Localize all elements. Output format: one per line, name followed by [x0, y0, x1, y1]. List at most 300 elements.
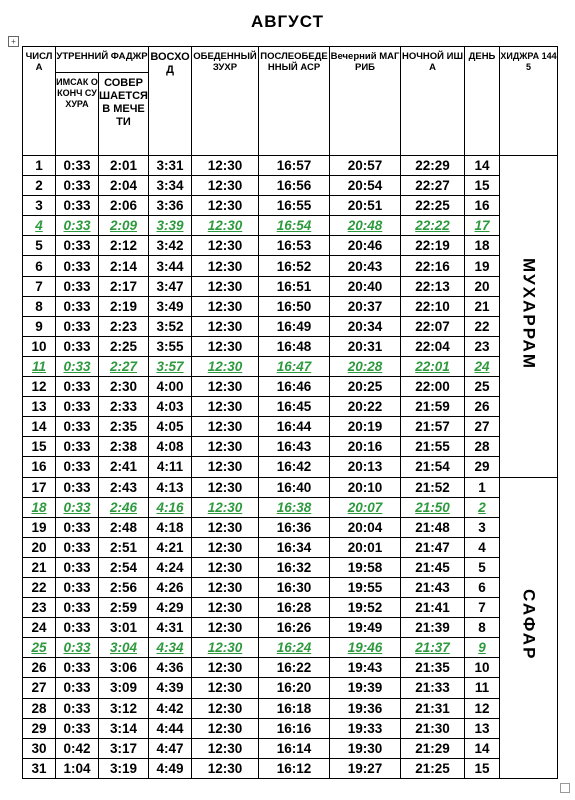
imsak-cell: 0:33	[56, 156, 99, 176]
table-row	[23, 276, 558, 296]
sunrise-cell: 3:52	[149, 316, 192, 336]
day-cell: 5	[23, 236, 56, 256]
table-row	[23, 336, 558, 356]
imsak-cell: 0:33	[56, 236, 99, 256]
imsak-cell: 0:33	[56, 336, 99, 356]
isha-cell: 22:04	[401, 336, 465, 356]
sunrise-cell: 4:08	[149, 437, 192, 457]
imsak-cell: 0:33	[56, 618, 99, 638]
day-cell: 29	[23, 718, 56, 738]
mosque-cell: 3:01	[99, 618, 149, 638]
sunrise-cell: 3:36	[149, 196, 192, 216]
mosque-cell: 2:56	[99, 577, 149, 597]
hijri-cell: 23	[465, 336, 500, 356]
zuhr-cell: 12:30	[192, 618, 259, 638]
zuhr-cell: 12:30	[192, 497, 259, 517]
isha-cell: 22:13	[401, 276, 465, 296]
header-mosque: СОВЕРШАЕТСЯ В МЕЧЕТИ	[99, 73, 149, 156]
hijri-cell: 1	[465, 477, 500, 497]
isha-cell: 21:47	[401, 537, 465, 557]
maghrib-cell: 20:57	[330, 156, 401, 176]
hijri-cell: 26	[465, 397, 500, 417]
day-cell: 8	[23, 296, 56, 316]
mosque-cell: 3:12	[99, 698, 149, 718]
table-move-handle-icon[interactable]: +	[8, 36, 19, 47]
table-row	[23, 497, 558, 517]
isha-cell: 22:01	[401, 356, 465, 376]
isha-cell: 21:41	[401, 598, 465, 618]
asr-cell: 16:55	[259, 196, 330, 216]
maghrib-cell: 19:39	[330, 678, 401, 698]
day-cell: 2	[23, 176, 56, 196]
asr-cell: 16:34	[259, 537, 330, 557]
table-row	[23, 377, 558, 397]
sunrise-cell: 3:34	[149, 176, 192, 196]
isha-cell: 21:39	[401, 618, 465, 638]
hijri-cell: 25	[465, 377, 500, 397]
sunrise-cell: 4:44	[149, 718, 192, 738]
mosque-cell: 2:51	[99, 537, 149, 557]
hijri-cell: 11	[465, 678, 500, 698]
imsak-cell: 0:33	[56, 718, 99, 738]
maghrib-cell: 20:51	[330, 196, 401, 216]
maghrib-cell: 19:27	[330, 758, 401, 778]
imsak-cell: 0:33	[56, 678, 99, 698]
mosque-cell: 2:17	[99, 276, 149, 296]
table-row	[23, 256, 558, 276]
maghrib-cell: 20:16	[330, 437, 401, 457]
imsak-cell: 0:33	[56, 658, 99, 678]
hijri-cell: 15	[465, 758, 500, 778]
zuhr-cell: 12:30	[192, 598, 259, 618]
mosque-cell: 2:30	[99, 377, 149, 397]
asr-cell: 16:43	[259, 437, 330, 457]
sunrise-cell: 3:47	[149, 276, 192, 296]
sunrise-cell: 4:13	[149, 477, 192, 497]
day-cell: 19	[23, 517, 56, 537]
isha-cell: 21:35	[401, 658, 465, 678]
mosque-cell: 2:59	[99, 598, 149, 618]
isha-cell: 21:52	[401, 477, 465, 497]
hijri-cell: 9	[465, 638, 500, 658]
isha-cell: 22:00	[401, 377, 465, 397]
asr-cell: 16:28	[259, 598, 330, 618]
maghrib-cell: 19:55	[330, 577, 401, 597]
mosque-cell: 2:25	[99, 336, 149, 356]
maghrib-cell: 20:40	[330, 276, 401, 296]
imsak-cell: 0:33	[56, 296, 99, 316]
mosque-cell: 2:01	[99, 156, 149, 176]
asr-cell: 16:36	[259, 517, 330, 537]
day-cell: 15	[23, 437, 56, 457]
day-cell: 13	[23, 397, 56, 417]
day-cell: 30	[23, 738, 56, 758]
zuhr-cell: 12:30	[192, 377, 259, 397]
zuhr-cell: 12:30	[192, 738, 259, 758]
hijri-cell: 24	[465, 356, 500, 376]
hijri-month-label: МУХАРРАМ	[519, 257, 539, 370]
mosque-cell: 3:09	[99, 678, 149, 698]
asr-cell: 16:40	[259, 477, 330, 497]
zuhr-cell: 12:30	[192, 517, 259, 537]
zuhr-cell: 12:30	[192, 437, 259, 457]
mosque-cell: 2:54	[99, 557, 149, 577]
sunrise-cell: 4:05	[149, 417, 192, 437]
header-hijri: ХИДЖРА 1445	[500, 47, 558, 156]
page-title: АВГУСТ	[250, 12, 324, 31]
table-row	[23, 557, 558, 577]
maghrib-cell: 20:19	[330, 417, 401, 437]
asr-cell: 16:54	[259, 216, 330, 236]
maghrib-cell: 20:48	[330, 216, 401, 236]
zuhr-cell: 12:30	[192, 176, 259, 196]
sunrise-cell: 3:55	[149, 336, 192, 356]
sunrise-cell: 4:18	[149, 517, 192, 537]
zuhr-cell: 12:30	[192, 196, 259, 216]
day-cell: 21	[23, 557, 56, 577]
maghrib-cell: 19:49	[330, 618, 401, 638]
imsak-cell: 0:33	[56, 537, 99, 557]
asr-cell: 16:16	[259, 718, 330, 738]
day-cell: 12	[23, 377, 56, 397]
header-sunrise: ВОСХОД	[149, 47, 192, 156]
sunrise-cell: 3:42	[149, 236, 192, 256]
day-cell: 22	[23, 577, 56, 597]
zuhr-cell: 12:30	[192, 718, 259, 738]
isha-cell: 21:45	[401, 557, 465, 577]
isha-cell: 22:19	[401, 236, 465, 256]
asr-cell: 16:57	[259, 156, 330, 176]
zuhr-cell: 12:30	[192, 356, 259, 376]
isha-cell: 22:16	[401, 256, 465, 276]
mosque-cell: 2:33	[99, 397, 149, 417]
sunrise-cell: 4:00	[149, 377, 192, 397]
zuhr-cell: 12:30	[192, 557, 259, 577]
sunrise-cell: 4:34	[149, 638, 192, 658]
table-row	[23, 598, 558, 618]
imsak-cell: 0:42	[56, 738, 99, 758]
header-zuhr: ОБЕДЕННЫЙ ЗУХР	[192, 47, 259, 156]
hijri-cell: 5	[465, 557, 500, 577]
day-cell: 27	[23, 678, 56, 698]
mosque-cell: 3:04	[99, 638, 149, 658]
hijri-cell: 27	[465, 417, 500, 437]
day-cell: 11	[23, 356, 56, 376]
zuhr-cell: 12:30	[192, 336, 259, 356]
zuhr-cell: 12:30	[192, 678, 259, 698]
isha-cell: 22:07	[401, 316, 465, 336]
table-row	[23, 758, 558, 778]
day-cell: 25	[23, 638, 56, 658]
maghrib-cell: 20:07	[330, 497, 401, 517]
imsak-cell: 0:33	[56, 698, 99, 718]
imsak-cell: 0:33	[56, 598, 99, 618]
maghrib-cell: 20:22	[330, 397, 401, 417]
sunrise-cell: 3:49	[149, 296, 192, 316]
table-row	[23, 698, 558, 718]
isha-cell: 22:29	[401, 156, 465, 176]
maghrib-cell: 20:34	[330, 316, 401, 336]
mosque-cell: 2:48	[99, 517, 149, 537]
mosque-cell: 3:14	[99, 718, 149, 738]
zuhr-cell: 12:30	[192, 658, 259, 678]
maghrib-cell: 20:54	[330, 176, 401, 196]
imsak-cell: 0:33	[56, 256, 99, 276]
hijri-cell: 3	[465, 517, 500, 537]
sunrise-cell: 4:47	[149, 738, 192, 758]
maghrib-cell: 19:36	[330, 698, 401, 718]
imsak-cell: 0:33	[56, 437, 99, 457]
table-row	[23, 537, 558, 557]
table-row	[23, 437, 558, 457]
day-cell: 24	[23, 618, 56, 638]
table-row	[23, 417, 558, 437]
maghrib-cell: 20:43	[330, 256, 401, 276]
hijri-cell: 21	[465, 296, 500, 316]
hijri-cell: 18	[465, 236, 500, 256]
sunrise-cell: 4:21	[149, 537, 192, 557]
mosque-cell: 3:19	[99, 758, 149, 778]
zuhr-cell: 12:30	[192, 537, 259, 557]
day-cell: 6	[23, 256, 56, 276]
table-row	[23, 397, 558, 417]
sunrise-cell: 3:44	[149, 256, 192, 276]
day-cell: 14	[23, 417, 56, 437]
header-maghrib: Вечерний МАГРИБ	[330, 47, 401, 156]
mosque-cell: 2:14	[99, 256, 149, 276]
isha-cell: 21:37	[401, 638, 465, 658]
mosque-cell: 2:04	[99, 176, 149, 196]
maghrib-cell: 19:58	[330, 557, 401, 577]
table-row	[23, 216, 558, 236]
hijri-cell: 14	[465, 156, 500, 176]
header-imsak: ИМСАК ОКОНЧ СУХУРА	[56, 73, 99, 156]
table-row	[23, 678, 558, 698]
isha-cell: 21:54	[401, 457, 465, 477]
maghrib-cell: 19:52	[330, 598, 401, 618]
isha-cell: 21:48	[401, 517, 465, 537]
zuhr-cell: 12:30	[192, 316, 259, 336]
header-asr: ПОСЛЕОБЕДЕННЫЙ АСР	[259, 47, 330, 156]
asr-cell: 16:42	[259, 457, 330, 477]
table-row	[23, 457, 558, 477]
header-weekday: ДЕНЬ	[465, 47, 500, 156]
zuhr-cell: 12:30	[192, 397, 259, 417]
day-cell: 31	[23, 758, 56, 778]
imsak-cell: 0:33	[56, 176, 99, 196]
asr-cell: 16:52	[259, 256, 330, 276]
sunrise-cell: 4:03	[149, 397, 192, 417]
hijri-cell: 20	[465, 276, 500, 296]
imsak-cell: 0:33	[56, 517, 99, 537]
mosque-cell: 2:43	[99, 477, 149, 497]
mosque-cell: 2:46	[99, 497, 149, 517]
maghrib-cell: 20:28	[330, 356, 401, 376]
imsak-cell: 0:33	[56, 577, 99, 597]
maghrib-cell: 19:43	[330, 658, 401, 678]
hijri-cell: 7	[465, 598, 500, 618]
table-row	[23, 176, 558, 196]
sunrise-cell: 4:42	[149, 698, 192, 718]
asr-cell: 16:22	[259, 658, 330, 678]
imsak-cell: 0:33	[56, 497, 99, 517]
imsak-cell: 1:04	[56, 758, 99, 778]
hijri-cell: 14	[465, 738, 500, 758]
day-cell: 10	[23, 336, 56, 356]
isha-cell: 21:29	[401, 738, 465, 758]
maghrib-cell: 20:25	[330, 377, 401, 397]
mosque-cell: 2:09	[99, 216, 149, 236]
hijri-cell: 4	[465, 537, 500, 557]
isha-cell: 21:25	[401, 758, 465, 778]
imsak-cell: 0:33	[56, 638, 99, 658]
day-cell: 4	[23, 216, 56, 236]
prayer-times-table	[22, 46, 558, 779]
asr-cell: 16:24	[259, 638, 330, 658]
isha-cell: 22:25	[401, 196, 465, 216]
table-row	[23, 658, 558, 678]
isha-cell: 22:10	[401, 296, 465, 316]
sunrise-cell: 4:24	[149, 557, 192, 577]
maghrib-cell: 19:46	[330, 638, 401, 658]
maghrib-cell: 20:37	[330, 296, 401, 316]
table-row	[23, 618, 558, 638]
sunrise-cell: 3:39	[149, 216, 192, 236]
hijri-cell: 29	[465, 457, 500, 477]
hijri-month-cell	[500, 156, 558, 478]
header-day: ЧИСЛА	[23, 47, 56, 156]
mosque-cell: 2:41	[99, 457, 149, 477]
asr-cell: 16:53	[259, 236, 330, 256]
table-row	[23, 638, 558, 658]
maghrib-cell: 20:10	[330, 477, 401, 497]
zuhr-cell: 12:30	[192, 638, 259, 658]
asr-cell: 16:46	[259, 377, 330, 397]
day-cell: 16	[23, 457, 56, 477]
table-row	[23, 517, 558, 537]
day-cell: 18	[23, 497, 56, 517]
imsak-cell: 0:33	[56, 216, 99, 236]
zuhr-cell: 12:30	[192, 477, 259, 497]
zuhr-cell: 12:30	[192, 698, 259, 718]
imsak-cell: 0:33	[56, 397, 99, 417]
sunrise-cell: 3:31	[149, 156, 192, 176]
table-row	[23, 156, 558, 176]
imsak-cell: 0:33	[56, 276, 99, 296]
asr-cell: 16:45	[259, 397, 330, 417]
table-row	[23, 316, 558, 336]
asr-cell: 16:14	[259, 738, 330, 758]
zuhr-cell: 12:30	[192, 758, 259, 778]
maghrib-cell: 20:04	[330, 517, 401, 537]
mosque-cell: 2:35	[99, 417, 149, 437]
hijri-cell: 17	[465, 216, 500, 236]
mosque-cell: 2:27	[99, 356, 149, 376]
day-cell: 1	[23, 156, 56, 176]
day-cell: 3	[23, 196, 56, 216]
asr-cell: 16:49	[259, 316, 330, 336]
zuhr-cell: 12:30	[192, 216, 259, 236]
hijri-cell: 10	[465, 658, 500, 678]
hijri-month-cell	[500, 477, 558, 778]
isha-cell: 21:30	[401, 718, 465, 738]
table-row	[23, 718, 558, 738]
imsak-cell: 0:33	[56, 377, 99, 397]
table-row	[23, 577, 558, 597]
sunrise-cell: 3:57	[149, 356, 192, 376]
header-isha: НОЧНОЙ ИША	[401, 47, 465, 156]
imsak-cell: 0:33	[56, 477, 99, 497]
imsak-cell: 0:33	[56, 196, 99, 216]
sunrise-cell: 4:36	[149, 658, 192, 678]
table-row	[23, 296, 558, 316]
day-cell: 9	[23, 316, 56, 336]
sunrise-cell: 4:49	[149, 758, 192, 778]
imsak-cell: 0:33	[56, 557, 99, 577]
hijri-cell: 8	[465, 618, 500, 638]
table-row	[23, 738, 558, 758]
sunrise-cell: 4:39	[149, 678, 192, 698]
isha-cell: 21:31	[401, 698, 465, 718]
hijri-cell: 12	[465, 698, 500, 718]
mosque-cell: 2:23	[99, 316, 149, 336]
zuhr-cell: 12:30	[192, 236, 259, 256]
zuhr-cell: 12:30	[192, 417, 259, 437]
isha-cell: 21:55	[401, 437, 465, 457]
zuhr-cell: 12:30	[192, 457, 259, 477]
isha-cell: 22:27	[401, 176, 465, 196]
sunrise-cell: 4:31	[149, 618, 192, 638]
isha-cell: 21:33	[401, 678, 465, 698]
day-cell: 23	[23, 598, 56, 618]
maghrib-cell: 20:31	[330, 336, 401, 356]
mosque-cell: 3:06	[99, 658, 149, 678]
sunrise-cell: 4:16	[149, 497, 192, 517]
mosque-cell: 2:06	[99, 196, 149, 216]
sunrise-cell: 4:11	[149, 457, 192, 477]
hijri-cell: 16	[465, 196, 500, 216]
maghrib-cell: 20:13	[330, 457, 401, 477]
mosque-cell: 2:12	[99, 236, 149, 256]
maghrib-cell: 20:46	[330, 236, 401, 256]
asr-cell: 16:51	[259, 276, 330, 296]
day-cell: 28	[23, 698, 56, 718]
asr-cell: 16:20	[259, 678, 330, 698]
mosque-cell: 2:38	[99, 437, 149, 457]
resize-handle[interactable]	[560, 783, 570, 793]
maghrib-cell: 20:01	[330, 537, 401, 557]
table-row	[23, 477, 558, 497]
hijri-cell: 2	[465, 497, 500, 517]
asr-cell: 16:26	[259, 618, 330, 638]
sunrise-cell: 4:26	[149, 577, 192, 597]
maghrib-cell: 19:30	[330, 738, 401, 758]
asr-cell: 16:32	[259, 557, 330, 577]
zuhr-cell: 12:30	[192, 256, 259, 276]
isha-cell: 21:59	[401, 397, 465, 417]
isha-cell: 21:57	[401, 417, 465, 437]
isha-cell: 22:22	[401, 216, 465, 236]
asr-cell: 16:30	[259, 577, 330, 597]
asr-cell: 16:56	[259, 176, 330, 196]
mosque-cell: 3:17	[99, 738, 149, 758]
asr-cell: 16:48	[259, 336, 330, 356]
isha-cell: 21:50	[401, 497, 465, 517]
zuhr-cell: 12:30	[192, 156, 259, 176]
imsak-cell: 0:33	[56, 457, 99, 477]
isha-cell: 21:43	[401, 577, 465, 597]
asr-cell: 16:12	[259, 758, 330, 778]
